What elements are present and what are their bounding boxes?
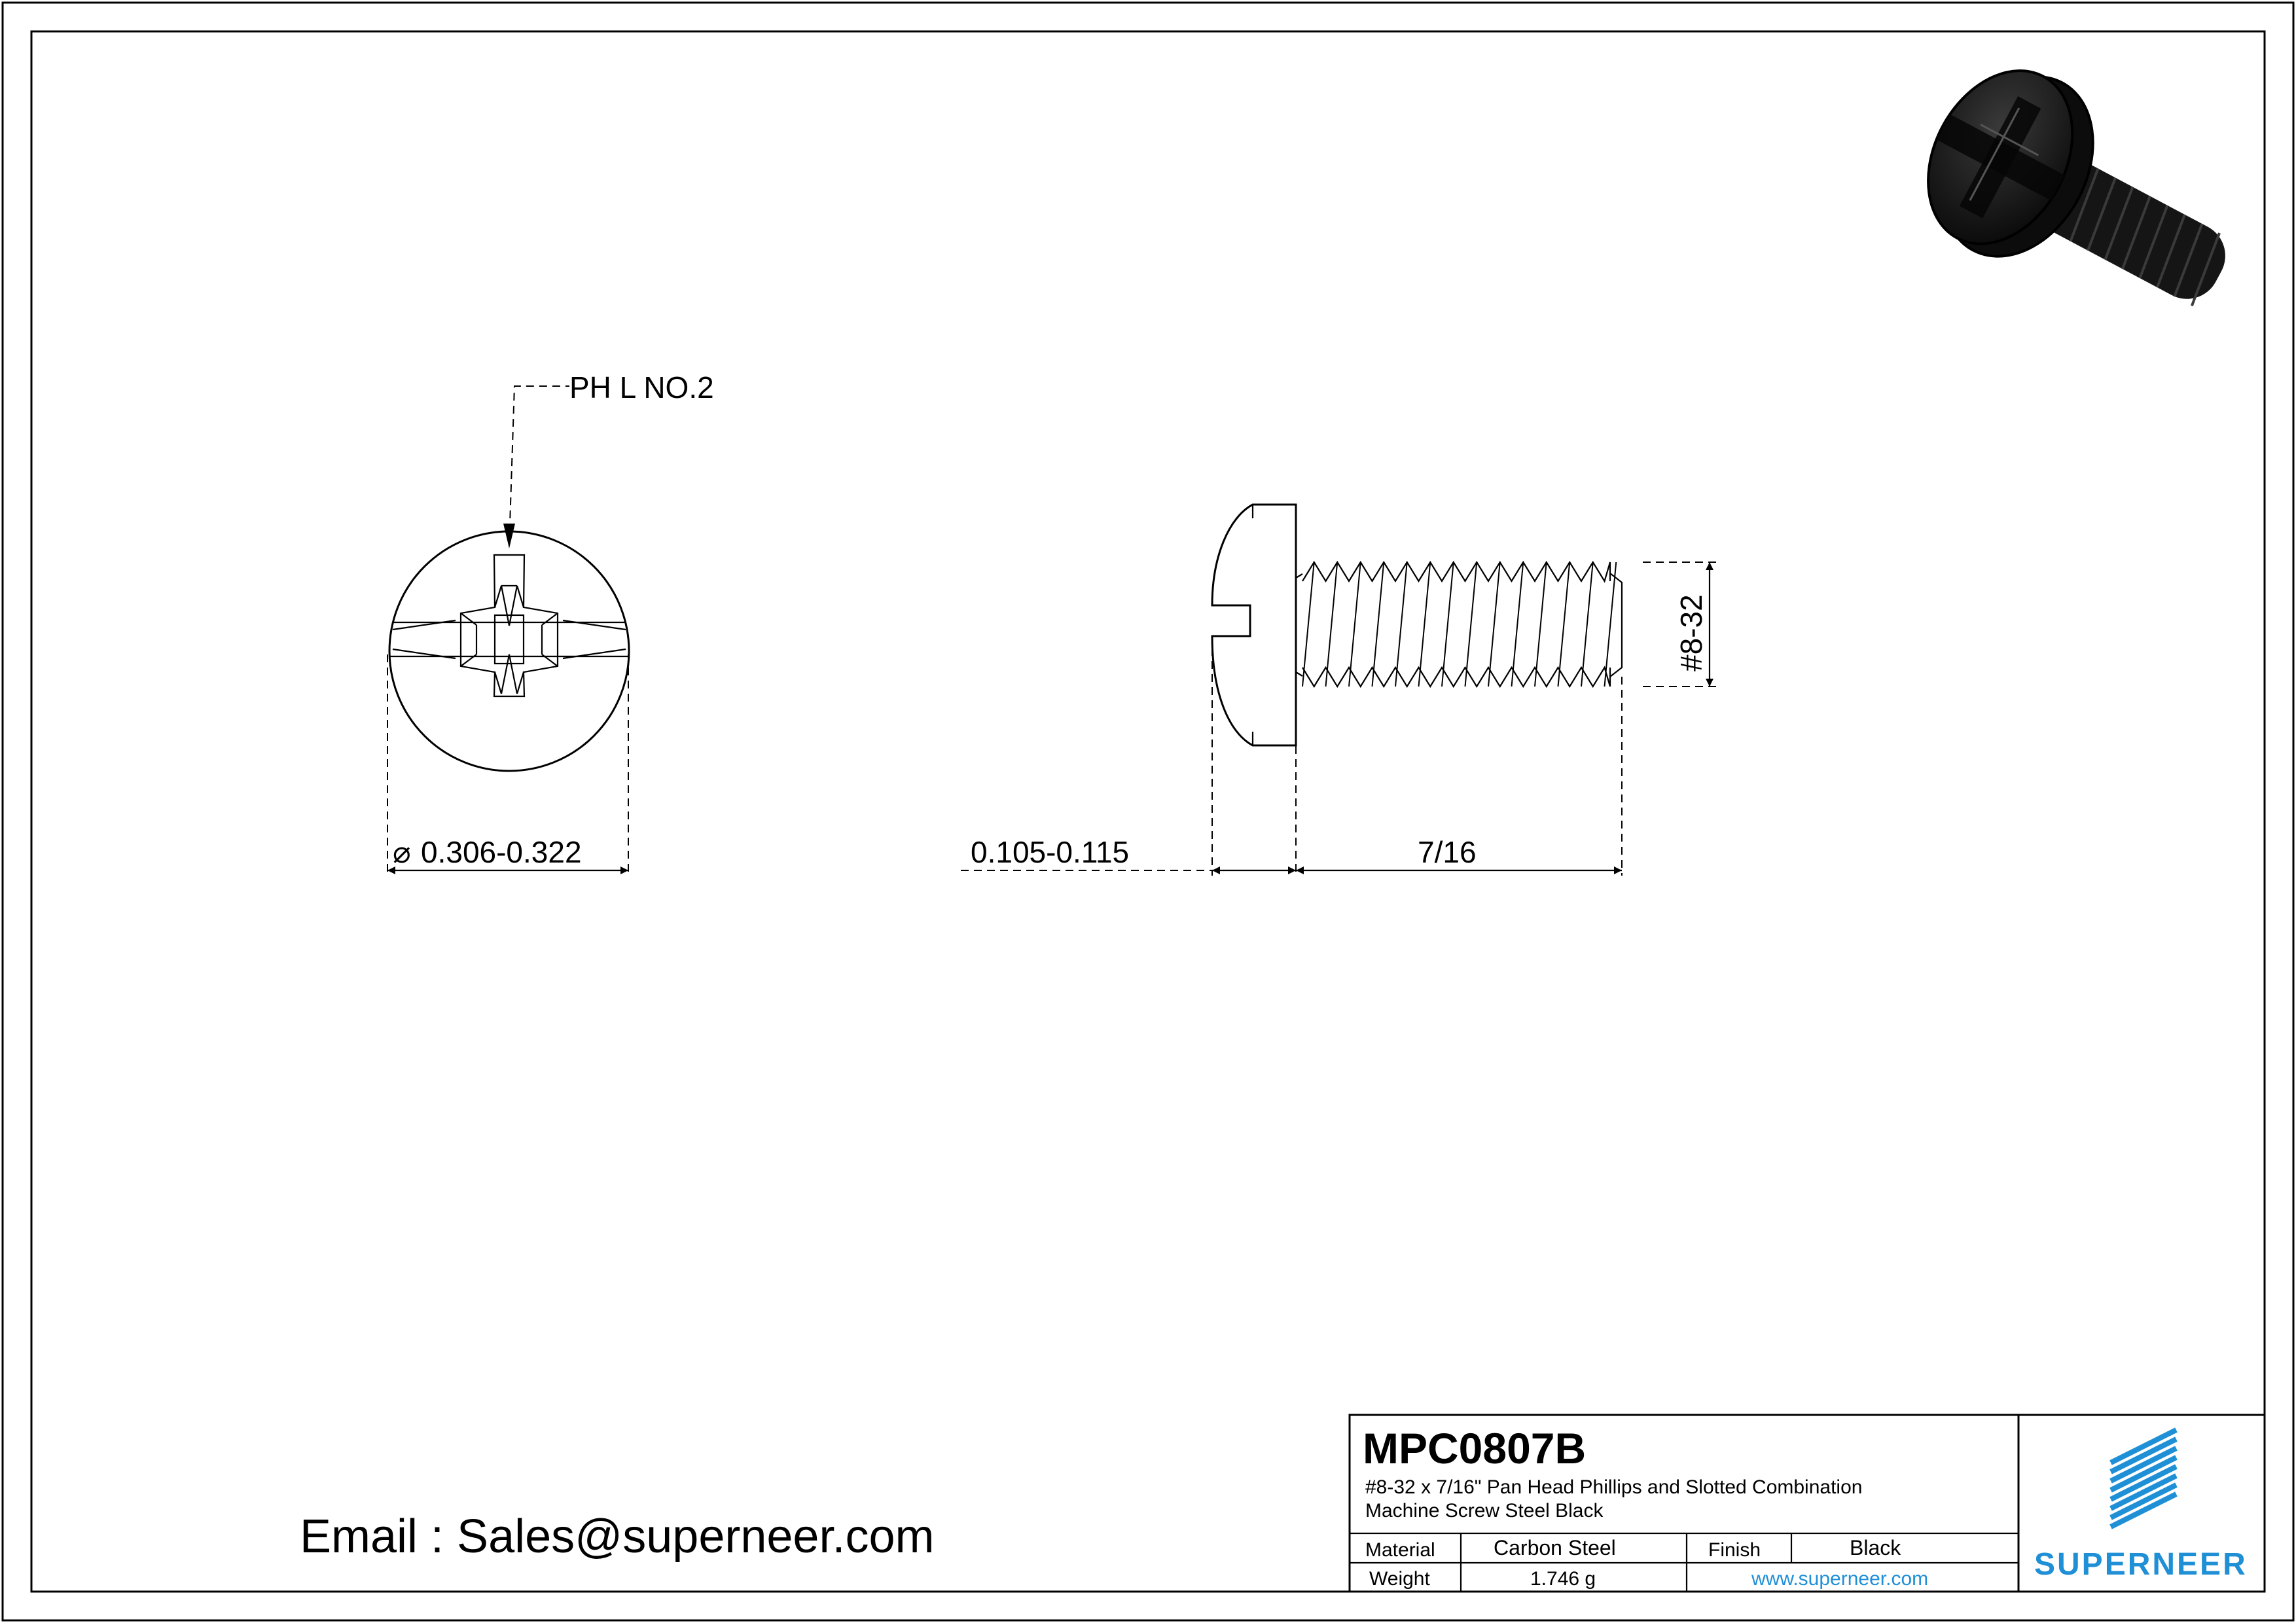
description-line1: #8-32 x 7/16" Pan Head Phillips and Slotted Combination xyxy=(1365,1476,1863,1498)
thread-flank xyxy=(1581,562,1593,687)
part-number: MPC0807B xyxy=(1363,1424,1587,1472)
thread-flank xyxy=(1419,562,1431,687)
thread-flank xyxy=(1302,562,1314,687)
website-link[interactable]: www.superneer.com xyxy=(1751,1568,1929,1590)
thread-profile xyxy=(1302,562,1616,687)
thread-flank xyxy=(1395,562,1407,687)
material-label: Material xyxy=(1365,1539,1435,1561)
thread-flank xyxy=(1558,562,1570,687)
side-view xyxy=(961,505,1720,876)
head-height-dim: 0.105-0.115 xyxy=(971,835,1130,869)
length-dim: 7/16 xyxy=(1418,835,1477,869)
slot xyxy=(386,620,632,658)
diameter-symbol: ⌀ xyxy=(393,835,411,869)
outer-border xyxy=(3,3,2293,1620)
screw-3d-render xyxy=(1898,43,2265,357)
head-outline xyxy=(389,531,629,771)
thread-flank xyxy=(1465,562,1477,687)
thread-flank xyxy=(1512,562,1524,687)
finish-label: Finish xyxy=(1708,1539,1761,1561)
thread-flank xyxy=(1326,562,1338,687)
thread-dim: #8-32 xyxy=(1674,594,1708,671)
weight-value: 1.746 g xyxy=(1530,1568,1596,1590)
inner-border xyxy=(31,31,2265,1592)
thread-crest xyxy=(1302,562,1610,581)
head-diameter-dim: 0.306-0.322 xyxy=(421,835,582,869)
end-view xyxy=(386,386,632,876)
thread-flank xyxy=(1372,562,1384,687)
logo-text: SUPERNEER xyxy=(2034,1547,2248,1582)
email-contact: Email : Sales@superneer.com xyxy=(300,1510,935,1563)
thread-flank xyxy=(1349,562,1361,687)
pan-head xyxy=(1212,505,1296,745)
drive-callout: PH L NO.2 xyxy=(569,370,714,404)
material-value: Carbon Steel xyxy=(1494,1536,1616,1560)
thread-flank xyxy=(1488,562,1500,687)
finish-value: Black xyxy=(1850,1536,1901,1560)
thread-flank xyxy=(1535,562,1547,687)
thread-flank xyxy=(1442,562,1454,687)
description-line2: Machine Screw Steel Black xyxy=(1365,1500,1604,1522)
weight-label: Weight xyxy=(1369,1568,1430,1590)
